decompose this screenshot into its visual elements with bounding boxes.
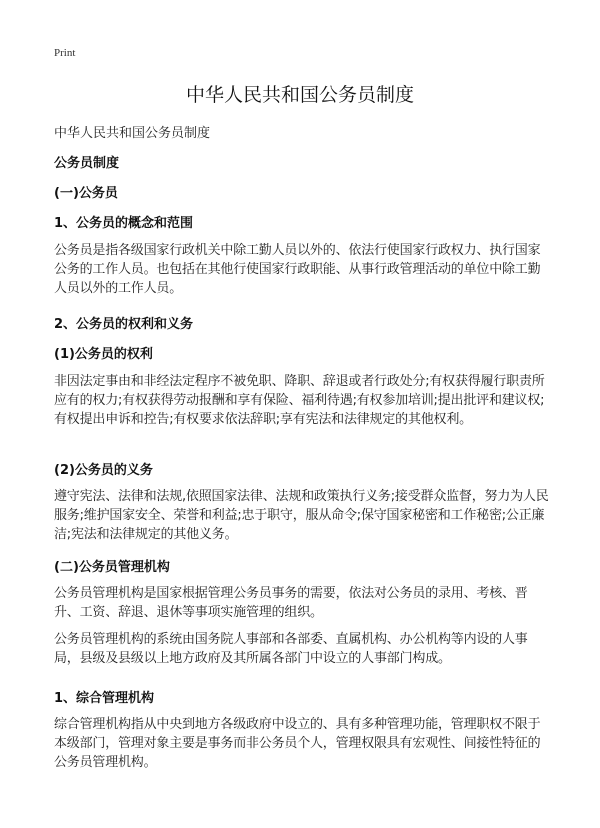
paragraph-1-1: 公务员是指各级国家行政机关中除工勤人员以外的、依法行使国家行政权力、执行国家公务的工作人员。也包括在其他行使国家行政职能、从事行政管理活动的单位中除工勤人员以外的工作人员。 xyxy=(54,243,541,296)
heading-2-1: 1、综合管理机构 xyxy=(54,691,155,706)
document-subtitle: 中华人民共和国公务员制度 xyxy=(54,126,211,141)
heading-part-2: (二)公务员管理机构 xyxy=(54,560,170,575)
paragraph-1-2-1: 非因法定事由和非经法定程序不被免职、降职、辞退或者行政处分;有权获得履行职责所应有的权力;有权获得劳动报酬和享有保险、福利待遇;有权参加培训;提出批评和建议权;有权提出申诉和控告;有权要求依法辞职;享有宪法和法律规定的其他权利。 xyxy=(54,374,545,427)
heading-system: 公务员制度 xyxy=(54,156,120,171)
paragraph-2-b: 公务员管理机构的系统由国务院人事部和各部委、直属机构、办公机构等内设的人事局，县级及县级以上地方政府及其所属各部门中设立的人事部门构成。 xyxy=(54,632,528,666)
page-title: 中华人民共和国公务员制度 xyxy=(185,84,414,106)
paragraph-2-a: 公务员管理机构是国家根据管理公务员事务的需要，依法对公务员的录用、考核、晋升、工资、辞退、退休等事项实施管理的组织。 xyxy=(54,586,528,620)
paragraph-2-1: 综合管理机构指从中央到地方各级政府中设立的、具有多种管理功能，管理职权不限于本级部门，管理对象主要是事务而非公务员个人，管理权限具有宏观性、间接性特征的公务员管理机构。 xyxy=(54,717,541,770)
heading-1-1: 1、公务员的概念和范围 xyxy=(54,216,194,231)
heading-1-2-1: (1)公务员的权利 xyxy=(54,347,153,362)
heading-1-2-2: (2)公务员的义务 xyxy=(54,463,153,478)
heading-part-1: (一)公务员 xyxy=(54,186,118,201)
heading-1-2: 2、公务员的权利和义务 xyxy=(54,317,194,332)
print-link[interactable]: Print xyxy=(54,47,76,59)
paragraph-1-2-2: 遵守宪法、法律和法规,依照国家法律、法规和政策执行义务;接受群众监督，努力为人民服务;维护国家安全、荣誉和利益;忠于职守，服从命令;保守国家秘密和工作秘密;公正廉洁;宪法和法律规定的其他义务。 xyxy=(54,489,549,542)
